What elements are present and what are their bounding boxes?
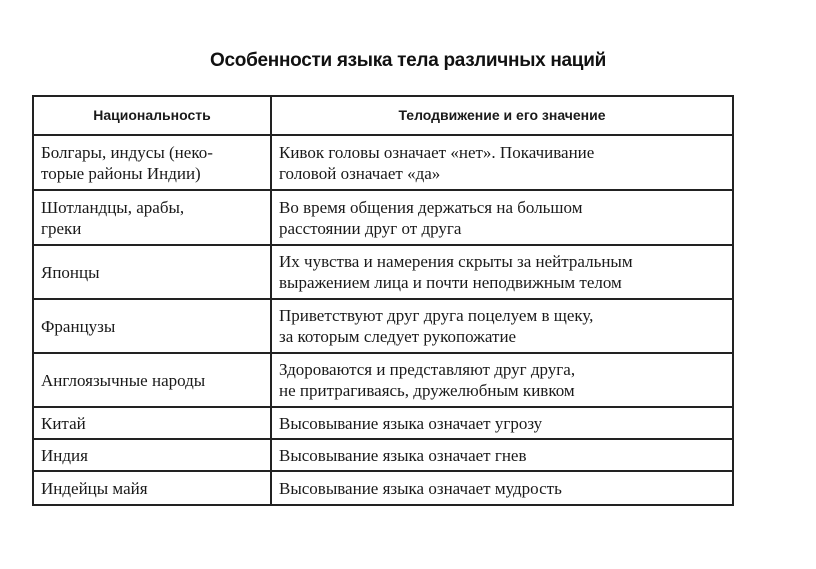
cell-line: Французы: [41, 316, 116, 336]
cell-line: Кивок головы означает «нет». Покачивание: [279, 142, 595, 162]
table-row: [33, 135, 733, 190]
cell-line: Шотландцы, арабы,: [41, 197, 185, 217]
nationality-cell: Китай: [33, 407, 271, 439]
cell-line: греки: [41, 218, 82, 238]
nationality-cell: [33, 299, 271, 353]
page-title: Особенности языка тела различных наций: [210, 50, 606, 71]
gesture-cell: [271, 135, 733, 190]
table-row: [33, 353, 733, 407]
table-row: [33, 245, 733, 299]
gesture-cell: Высовывание языка означает угрозу: [271, 407, 733, 439]
cell-line: расстоянии друг от друга: [279, 218, 462, 238]
table-row: [33, 471, 733, 505]
table-row: [33, 407, 733, 439]
gesture-cell: [271, 245, 733, 299]
nationality-cell: [33, 190, 271, 245]
gesture-cell: [271, 353, 733, 407]
column-header-nationality: Национальность: [33, 96, 271, 135]
cell-line: Во время общения держаться на большом: [279, 197, 583, 217]
gesture-cell: [271, 299, 733, 353]
cell-line: торые районы Индии): [41, 163, 201, 183]
nationality-cell: Индия: [33, 439, 271, 471]
cell-line: не притрагиваясь, дружелюбным кивком: [279, 381, 575, 400]
cell-line: выражением лица и почти неподвижным телом: [279, 273, 622, 292]
gesture-cell: [271, 190, 733, 245]
nationality-cell: [33, 245, 271, 299]
table-header-row: [33, 96, 733, 135]
cell-line: за которым следует рукопожатие: [279, 327, 517, 346]
cell-line: головой означает «да»: [279, 163, 441, 183]
cell-line: Японцы: [41, 262, 100, 282]
nationality-cell: Индейцы майя: [33, 471, 271, 505]
cell-line: Болгары, индусы (неко-: [41, 142, 213, 162]
cell-line: Англоязычные народы: [41, 370, 206, 390]
column-header-gesture: Телодвижение и его значение: [271, 96, 733, 135]
cell-line: Здороваются и представляют друг друга,: [279, 360, 576, 379]
table-row: [33, 190, 733, 245]
nationality-cell: [33, 135, 271, 190]
table-row: [33, 299, 733, 353]
cell-line: Их чувства и намерения скрыты за нейтральным: [279, 252, 633, 271]
nationality-cell: [33, 353, 271, 407]
body-language-table: [32, 95, 734, 506]
gesture-cell: Высовывание языка означает гнев: [271, 439, 733, 471]
cell-line: Приветствуют друг друга поцелуем в щеку,: [279, 306, 594, 325]
gesture-cell: Высовывание языка означает мудрость: [271, 471, 733, 505]
table-row: [33, 439, 733, 471]
